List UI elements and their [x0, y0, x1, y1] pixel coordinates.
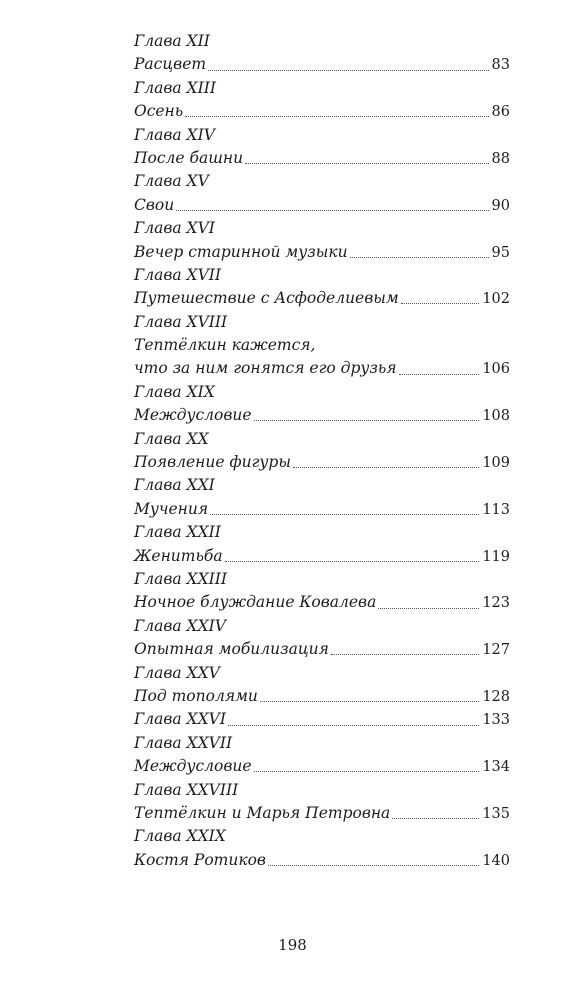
chapter-page-number: 140: [482, 852, 510, 869]
dot-leader: [401, 303, 480, 304]
chapter-page-number: 134: [482, 759, 510, 776]
chapter-title: Женитьба: [134, 546, 223, 565]
chapter-page-number: 123: [482, 595, 510, 612]
chapter-title-lead: Тептёлкин кажется,: [134, 336, 316, 355]
chapter-heading: Глава XII: [134, 32, 210, 50]
toc-entry: [134, 568, 510, 615]
chapter-title: Расцвет: [134, 55, 207, 74]
chapter-title: Путешествие с Асфоделиевым: [134, 289, 399, 308]
chapter-title: что за ним гонятся его друзья: [134, 359, 397, 378]
chapter-title: Свои: [134, 195, 175, 214]
chapter-title: Тептёлкин и Марья Петровна: [134, 803, 391, 822]
chapter-heading: Глава XXIV: [134, 616, 226, 635]
chapter-page-number: 108: [482, 408, 510, 425]
toc-chapter-line: [134, 708, 510, 731]
chapter-page-number: 119: [482, 548, 510, 565]
chapter-heading: Глава XX: [134, 429, 209, 448]
chapter-title: После башни: [134, 148, 244, 167]
toc-title-line: [134, 638, 510, 661]
toc-title-line: [134, 849, 510, 872]
chapter-page-number: 86: [491, 104, 510, 121]
toc-entry: [134, 77, 510, 124]
dot-leader: [208, 70, 488, 71]
chapter-title: Опытная мобилизация: [134, 640, 329, 659]
toc-title-line: [134, 451, 510, 474]
dot-leader: [245, 163, 488, 164]
dot-leader: [254, 420, 480, 421]
chapter-title: Вечер старинной музыки: [134, 242, 348, 261]
chapter-heading: Глава XXVII: [134, 733, 233, 752]
chapter-page-number: 106: [482, 361, 510, 378]
toc-entry: [134, 170, 510, 217]
chapter-title: Костя Ротиков: [134, 850, 266, 869]
toc-entry: [134, 428, 510, 475]
toc-title-line: [134, 194, 510, 217]
chapter-title: Мучения: [134, 499, 209, 518]
toc-entry: [134, 124, 510, 171]
chapter-page-number: 95: [491, 244, 510, 261]
toc-title-line: [134, 287, 510, 310]
dot-leader: [260, 701, 479, 702]
chapter-heading: Глава XVI: [134, 219, 215, 238]
toc-entry: [134, 381, 510, 428]
toc-title-line: [134, 685, 510, 708]
toc-entry: [134, 311, 510, 381]
chapter-heading: Глава XXIX: [134, 827, 226, 846]
chapter-page-number: 90: [491, 197, 510, 214]
toc-title-line: [134, 100, 510, 123]
chapter-page-number: 133: [482, 712, 510, 729]
page-number: 198: [278, 936, 307, 954]
toc-entry: [134, 825, 510, 872]
chapter-page-number: 83: [491, 57, 510, 74]
toc-title-line: [134, 404, 510, 427]
toc-title-line: [134, 241, 510, 264]
toc-entry: [134, 217, 510, 264]
toc-entry: [134, 521, 510, 568]
dot-leader: [331, 654, 479, 655]
toc-title-line: [134, 545, 510, 568]
toc-entry: [134, 264, 510, 311]
dot-leader: [228, 725, 479, 726]
dot-leader: [185, 116, 488, 117]
toc-title-line: [134, 755, 510, 778]
chapter-heading: Глава XIII: [134, 78, 216, 97]
chapter-title: Под тополями: [134, 686, 258, 705]
toc-title-line: [134, 53, 510, 76]
chapter-page-number: 102: [482, 291, 510, 308]
chapter-page-number: 109: [482, 455, 510, 472]
chapter-page-number: 127: [482, 642, 510, 659]
chapter-heading: Глава XIX: [134, 382, 215, 401]
chapter-page-number: 113: [482, 501, 510, 518]
chapter-heading: Глава XVIII: [134, 312, 228, 331]
toc-title-line: [134, 147, 510, 170]
toc-entry: [134, 708, 510, 731]
dot-leader: [399, 374, 480, 375]
chapter-heading: Глава XXIII: [134, 569, 227, 588]
chapter-title: Междусловие: [134, 757, 252, 776]
chapter-heading: Глава XXVI: [134, 710, 226, 729]
dot-leader: [210, 514, 479, 515]
toc-title-line: [134, 357, 510, 380]
toc-title-line: [134, 591, 510, 614]
chapter-heading: Глава XVII: [134, 265, 222, 284]
toc-title-line: [134, 498, 510, 521]
chapter-title: Ночное блуждание Ковалева: [134, 593, 377, 612]
chapter-heading: Глава XXVIII: [134, 780, 239, 799]
dot-leader: [392, 818, 479, 819]
chapter-page-number: 128: [482, 688, 510, 705]
chapter-page-number: 135: [482, 805, 510, 822]
dot-leader: [176, 210, 488, 211]
dot-leader: [293, 467, 479, 468]
toc-entry: [134, 474, 510, 521]
chapter-heading: Глава XXI: [134, 476, 215, 495]
chapter-title: Осень: [134, 102, 184, 121]
toc-entry: [134, 779, 510, 826]
toc-entry: [134, 30, 510, 77]
dot-leader: [268, 865, 479, 866]
toc-entry: [134, 615, 510, 662]
table-of-contents: [134, 30, 510, 872]
chapter-title: Междусловие: [134, 406, 252, 425]
toc-title-line: [134, 802, 510, 825]
chapter-heading: Глава XXII: [134, 523, 221, 542]
chapter-title: Появление фигуры: [134, 453, 291, 472]
toc-entry: [134, 732, 510, 779]
toc-entry: [134, 662, 510, 709]
dot-leader: [225, 561, 480, 562]
dot-leader: [378, 608, 479, 609]
dot-leader: [254, 771, 480, 772]
chapter-page-number: 88: [491, 150, 510, 167]
chapter-heading: Глава XIV: [134, 125, 215, 144]
dot-leader: [350, 257, 489, 258]
chapter-heading: Глава XV: [134, 172, 209, 191]
chapter-heading: Глава XXV: [134, 663, 220, 682]
